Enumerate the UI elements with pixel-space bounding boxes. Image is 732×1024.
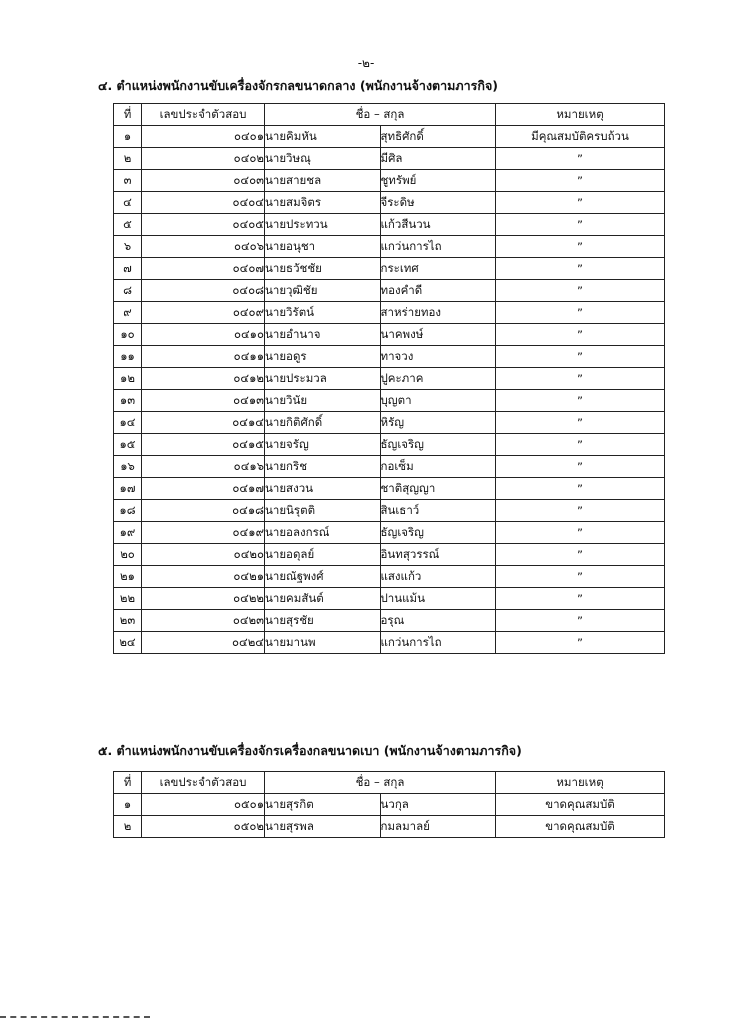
remark-cell: ” [496, 148, 665, 170]
first-name-cell: นายสงวน [265, 478, 381, 500]
header-name: ชื่อ – สกุล [265, 104, 496, 126]
table-row [114, 368, 665, 390]
remark-cell: มีคุณสมบัติครบถ้วน [496, 126, 665, 148]
row-number: ๙ [114, 302, 142, 324]
remark-cell: ” [496, 412, 665, 434]
header-no: ที่ [114, 772, 142, 794]
last-name-cell: กระเทศ [380, 258, 496, 280]
first-name-cell: นายณัฐพงศ์ [265, 566, 381, 588]
last-name-cell: กมลมาลย์ [380, 816, 496, 838]
exam-id-cell: ๐๔๑๐ [142, 324, 265, 346]
exam-id-cell: ๐๔๐๓ [142, 170, 265, 192]
table-row [114, 544, 665, 566]
header-exam-id: เลขประจำตัวสอบ [142, 772, 265, 794]
remark-cell: ” [496, 258, 665, 280]
row-number: ๑๐ [114, 324, 142, 346]
exam-id-cell: ๐๔๒๓ [142, 610, 265, 632]
last-name-cell: นาคพงษ์ [380, 324, 496, 346]
last-name-cell: แก้วสีนวน [380, 214, 496, 236]
last-name-cell: ธัญเจริญ [380, 522, 496, 544]
remark-cell: ” [496, 324, 665, 346]
row-number: ๑๗ [114, 478, 142, 500]
exam-id-cell: ๐๔๐๒ [142, 148, 265, 170]
remark-cell: ” [496, 610, 665, 632]
last-name-cell: สาหร่ายทอง [380, 302, 496, 324]
first-name-cell: นายคิมหัน [265, 126, 381, 148]
last-name-cell: กอเซ็ม [380, 456, 496, 478]
table-row [114, 258, 665, 280]
table-row [114, 434, 665, 456]
remark-cell: ” [496, 346, 665, 368]
exam-id-cell: ๐๔๑๘ [142, 500, 265, 522]
table-row [114, 412, 665, 434]
last-name-cell: ชูทรัพย์ [380, 170, 496, 192]
last-name-cell: ธัญเจริญ [380, 434, 496, 456]
remark-cell: ” [496, 170, 665, 192]
first-name-cell: นายวิรัตน์ [265, 302, 381, 324]
remark-cell: ” [496, 500, 665, 522]
row-number: ๑๑ [114, 346, 142, 368]
last-name-cell: บุญตา [380, 390, 496, 412]
section-4-title: ๔. ตำแหน่งพนักงานขับเครื่องจักรกลขนาดกลาง (พนักงานจ้างตามภารกิจ) [98, 78, 498, 93]
table-row [114, 794, 665, 816]
table-row [114, 588, 665, 610]
row-number: ๒๑ [114, 566, 142, 588]
row-number: ๑๘ [114, 500, 142, 522]
exam-id-cell: ๐๔๐๗ [142, 258, 265, 280]
table-row [114, 522, 665, 544]
row-number: ๑ [114, 794, 142, 816]
row-number: ๒ [114, 148, 142, 170]
row-number: ๒๓ [114, 610, 142, 632]
exam-id-cell: ๐๔๒๑ [142, 566, 265, 588]
header-remark: หมายเหตุ [496, 104, 665, 126]
section-5-rows [114, 794, 665, 838]
first-name-cell: นายอดุลย์ [265, 544, 381, 566]
last-name-cell: ปูคะภาค [380, 368, 496, 390]
exam-id-cell: ๐๔๒๔ [142, 632, 265, 654]
row-number: ๒๔ [114, 632, 142, 654]
exam-id-cell: ๐๔๑๑ [142, 346, 265, 368]
row-number: ๔ [114, 192, 142, 214]
row-number: ๒๒ [114, 588, 142, 610]
last-name-cell: อรุณ [380, 610, 496, 632]
exam-id-cell: ๐๔๐๙ [142, 302, 265, 324]
exam-id-cell: ๐๔๑๙ [142, 522, 265, 544]
remark-cell: ” [496, 368, 665, 390]
section-4-rows [114, 126, 665, 654]
exam-id-cell: ๐๔๑๓ [142, 390, 265, 412]
first-name-cell: นายอลงกรณ์ [265, 522, 381, 544]
last-name-cell: แกว่นการไถ [380, 236, 496, 258]
row-number: ๑ [114, 126, 142, 148]
exam-id-cell: ๐๕๐๑ [142, 794, 265, 816]
remark-cell: ขาดคุณสมบัติ [496, 816, 665, 838]
first-name-cell: นายสุรพล [265, 816, 381, 838]
row-number: ๖ [114, 236, 142, 258]
last-name-cell: มีศิล [380, 148, 496, 170]
first-name-cell: นายประทวน [265, 214, 381, 236]
row-number: ๕ [114, 214, 142, 236]
last-name-cell: แสงแก้ว [380, 566, 496, 588]
section-4-table [113, 103, 665, 654]
first-name-cell: นายนิรุตติ [265, 500, 381, 522]
table-row [114, 566, 665, 588]
row-number: ๓ [114, 170, 142, 192]
exam-id-cell: ๐๔๑๔ [142, 412, 265, 434]
remark-cell: ” [496, 390, 665, 412]
first-name-cell: นายประมวล [265, 368, 381, 390]
remark-cell: ” [496, 236, 665, 258]
table-row [114, 478, 665, 500]
table-row [114, 192, 665, 214]
exam-id-cell: ๐๔๑๒ [142, 368, 265, 390]
first-name-cell: นายธวัชชัย [265, 258, 381, 280]
last-name-cell: สุทธิศักดิ์ [380, 126, 496, 148]
remark-cell: ” [496, 632, 665, 654]
table-row [114, 632, 665, 654]
row-number: ๑๓ [114, 390, 142, 412]
table-row [114, 302, 665, 324]
first-name-cell: นายมานพ [265, 632, 381, 654]
scan-edge-line [0, 1016, 150, 1018]
header-name: ชื่อ – สกุล [265, 772, 496, 794]
remark-cell: ขาดคุณสมบัติ [496, 794, 665, 816]
table-row [114, 126, 665, 148]
last-name-cell: จีระดิษ [380, 192, 496, 214]
remark-cell: ” [496, 522, 665, 544]
page-number: -๒- [357, 56, 375, 70]
last-name-cell: หิรัญ [380, 412, 496, 434]
row-number: ๘ [114, 280, 142, 302]
row-number: ๑๙ [114, 522, 142, 544]
remark-cell: ” [496, 588, 665, 610]
row-number: ๑๔ [114, 412, 142, 434]
table-header-row [114, 104, 665, 126]
first-name-cell: นายวิษณุ [265, 148, 381, 170]
table-row [114, 170, 665, 192]
remark-cell: ” [496, 566, 665, 588]
header-exam-id: เลขประจำตัวสอบ [142, 104, 265, 126]
last-name-cell: ชาติสุญญา [380, 478, 496, 500]
remark-cell: ” [496, 456, 665, 478]
last-name-cell: แกว่นการไถ [380, 632, 496, 654]
first-name-cell: นายกริช [265, 456, 381, 478]
table-row [114, 816, 665, 838]
section-5-table [113, 771, 665, 838]
exam-id-cell: ๐๔๒๒ [142, 588, 265, 610]
remark-cell: ” [496, 302, 665, 324]
first-name-cell: นายจรัญ [265, 434, 381, 456]
table-row [114, 214, 665, 236]
row-number: ๑๒ [114, 368, 142, 390]
remark-cell: ” [496, 192, 665, 214]
table-row [114, 148, 665, 170]
exam-id-cell: ๐๔๒๐ [142, 544, 265, 566]
first-name-cell: นายสุรกิต [265, 794, 381, 816]
table-row [114, 236, 665, 258]
section-5-title: ๕. ตำแหน่งพนักงานขับเครื่องจักรเครื่องกลขนาดเบา (พนักงานจ้างตามภารกิจ) [98, 743, 522, 758]
row-number: ๒ [114, 816, 142, 838]
table-row [114, 390, 665, 412]
first-name-cell: นายกิติศักดิ์ [265, 412, 381, 434]
remark-cell: ” [496, 478, 665, 500]
first-name-cell: นายสายชล [265, 170, 381, 192]
exam-id-cell: ๐๔๑๖ [142, 456, 265, 478]
table-row [114, 610, 665, 632]
last-name-cell: นวกุล [380, 794, 496, 816]
exam-id-cell: ๐๔๑๗ [142, 478, 265, 500]
table-row [114, 500, 665, 522]
first-name-cell: นายวุฒิชัย [265, 280, 381, 302]
table-row [114, 456, 665, 478]
table-row [114, 324, 665, 346]
header-no: ที่ [114, 104, 142, 126]
last-name-cell: อินทสุวรรณ์ [380, 544, 496, 566]
last-name-cell: สินเธาว์ [380, 500, 496, 522]
row-number: ๑๖ [114, 456, 142, 478]
first-name-cell: นายอดูร [265, 346, 381, 368]
exam-id-cell: ๐๕๐๒ [142, 816, 265, 838]
header-remark: หมายเหตุ [496, 772, 665, 794]
exam-id-cell: ๐๔๑๕ [142, 434, 265, 456]
row-number: ๗ [114, 258, 142, 280]
table-row [114, 280, 665, 302]
first-name-cell: นายคมสันต์ [265, 588, 381, 610]
remark-cell: ” [496, 214, 665, 236]
exam-id-cell: ๐๔๐๔ [142, 192, 265, 214]
exam-id-cell: ๐๔๐๖ [142, 236, 265, 258]
first-name-cell: นายสุรชัย [265, 610, 381, 632]
exam-id-cell: ๐๔๐๑ [142, 126, 265, 148]
table-header-row [114, 772, 665, 794]
last-name-cell: ทองคำดี [380, 280, 496, 302]
remark-cell: ” [496, 280, 665, 302]
first-name-cell: นายอนุชา [265, 236, 381, 258]
row-number: ๒๐ [114, 544, 142, 566]
first-name-cell: นายสมจิตร [265, 192, 381, 214]
last-name-cell: ปานแม้น [380, 588, 496, 610]
first-name-cell: นายอำนาจ [265, 324, 381, 346]
remark-cell: ” [496, 544, 665, 566]
last-name-cell: ทาจวง [380, 346, 496, 368]
row-number: ๑๕ [114, 434, 142, 456]
remark-cell: ” [496, 434, 665, 456]
first-name-cell: นายวินัย [265, 390, 381, 412]
table-row [114, 346, 665, 368]
exam-id-cell: ๐๔๐๘ [142, 280, 265, 302]
exam-id-cell: ๐๔๐๕ [142, 214, 265, 236]
